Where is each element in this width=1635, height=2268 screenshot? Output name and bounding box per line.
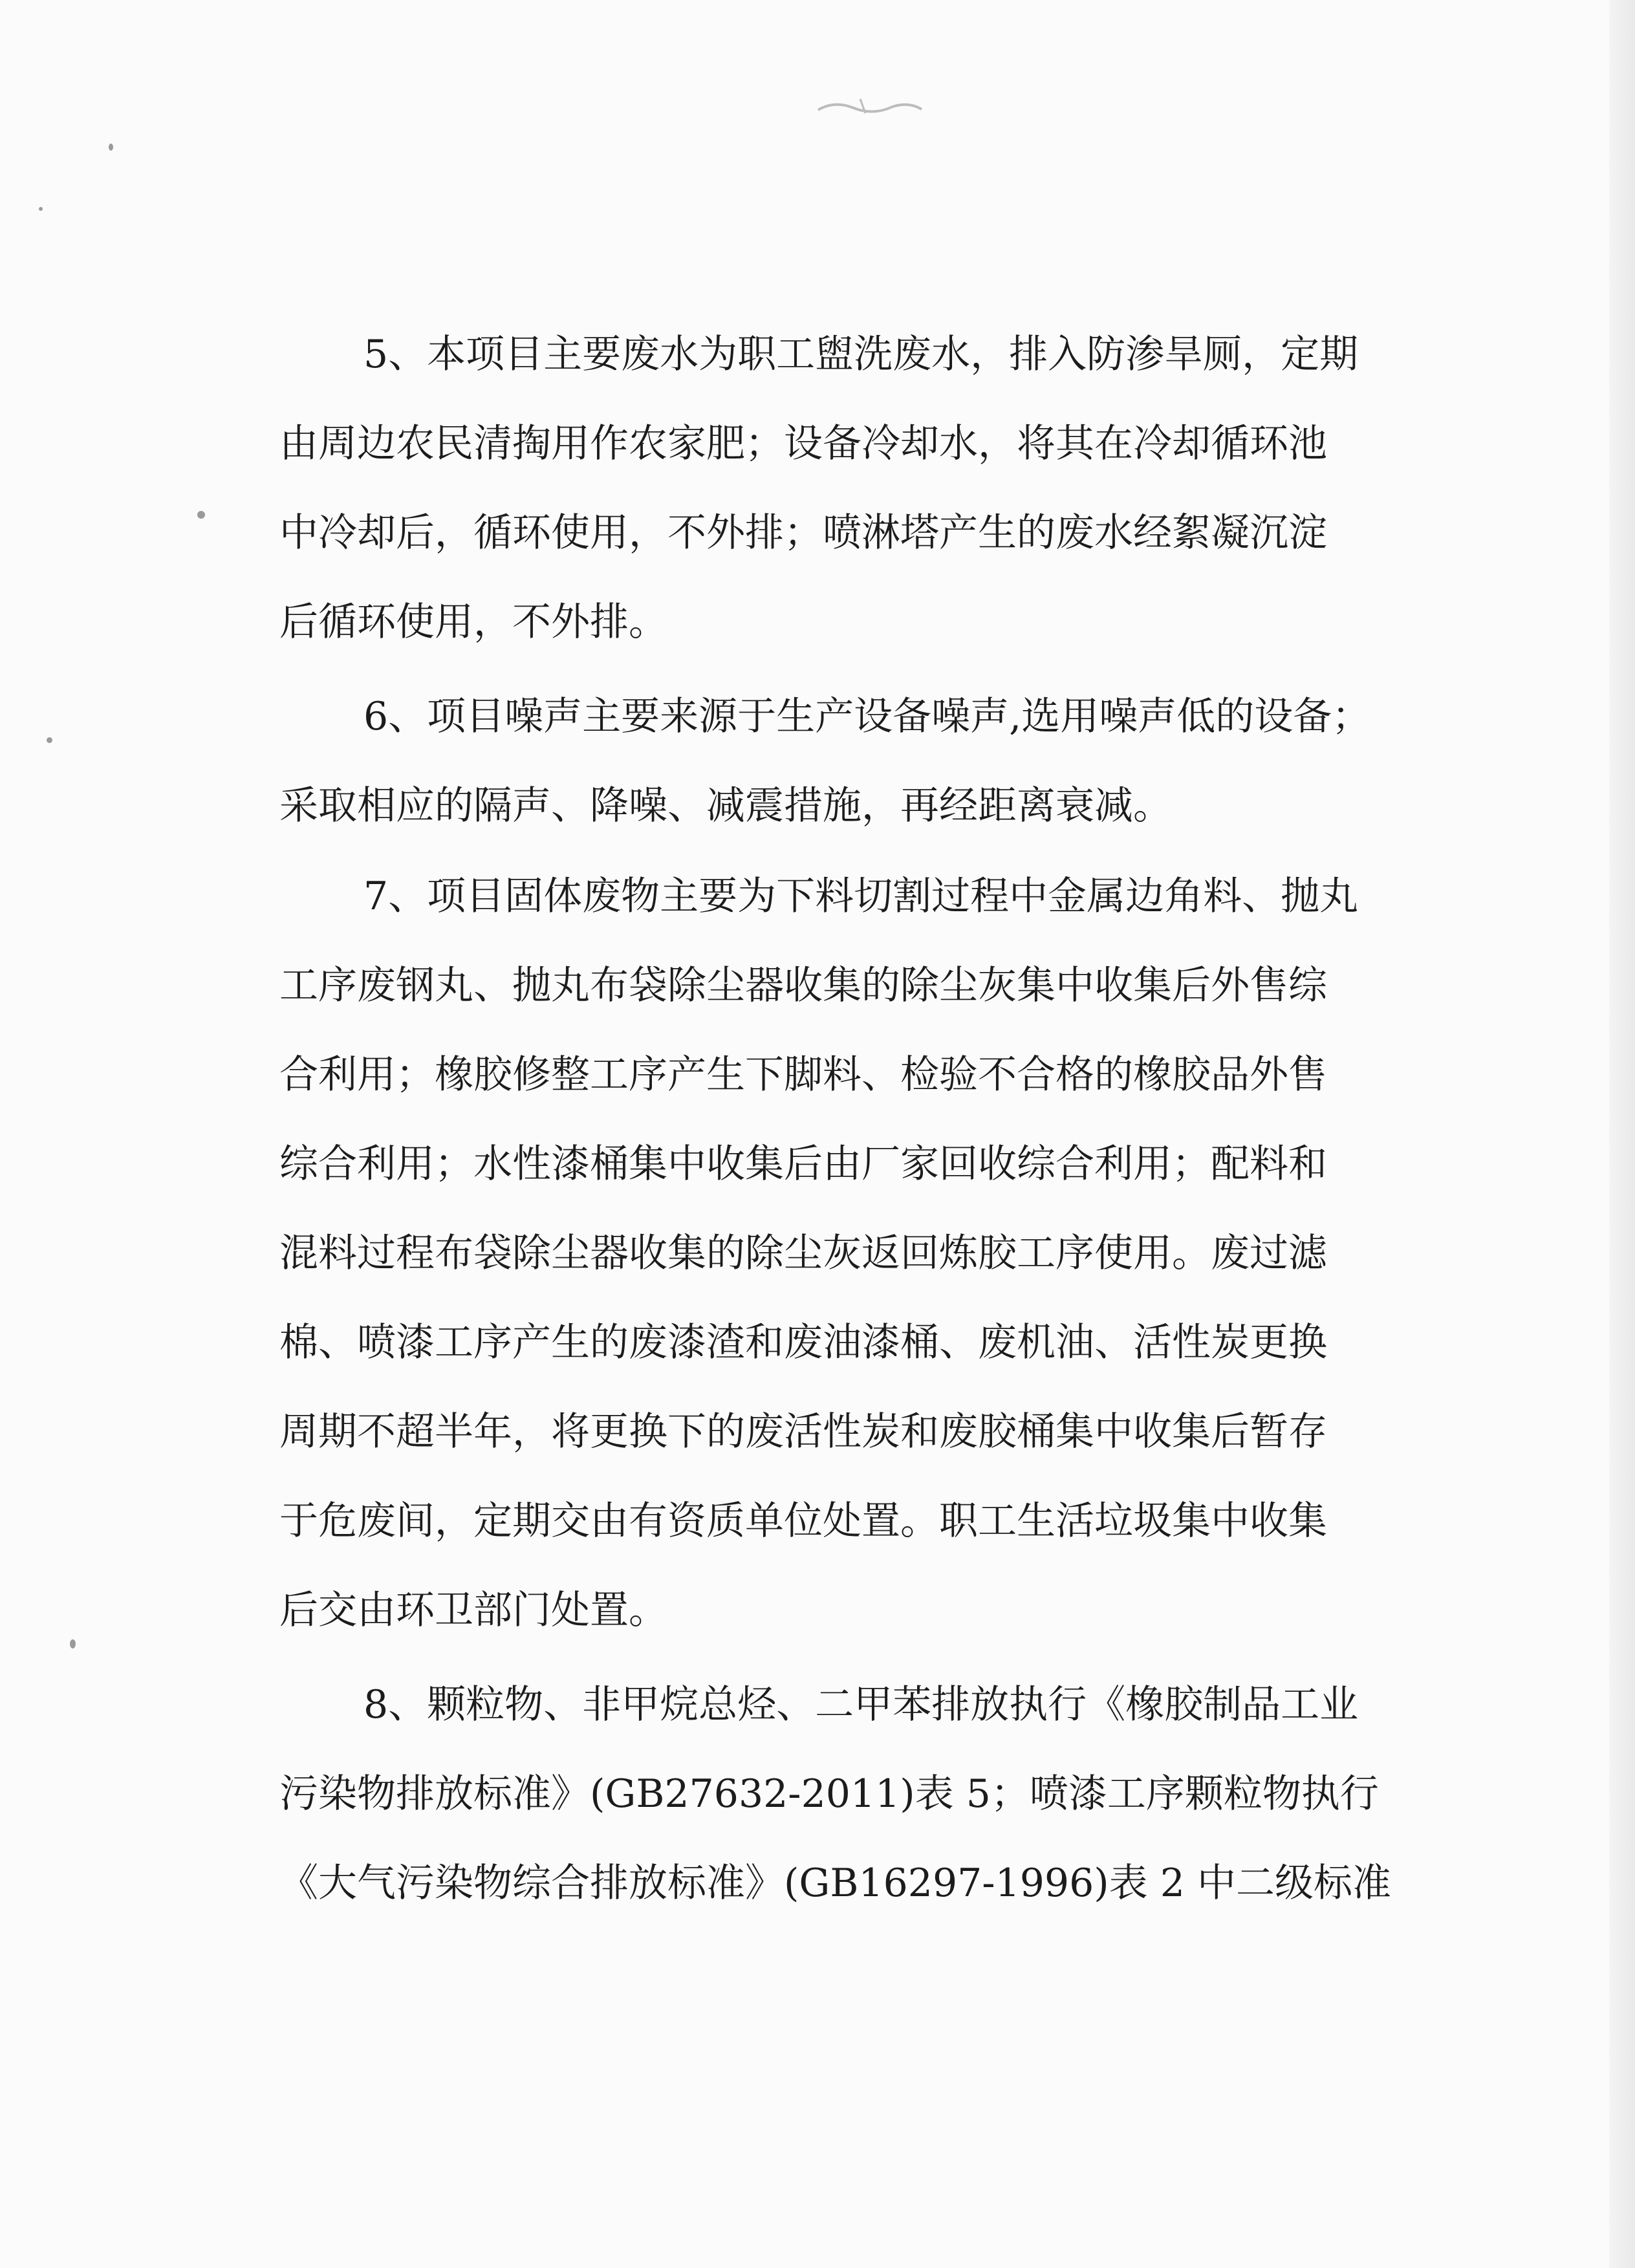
paragraph-7-line-2: 工序废钢丸、抛丸布袋除尘器收集的除尘灰集中收集后外售综 — [279, 963, 1327, 1008]
paragraph-7-line-8: 于危废间，定期交由有资质单位处置。职工生活垃圾集中收集 — [279, 1498, 1327, 1544]
paragraph-8-line-3: 《大气污染物综合排放标准》(GB16297-1996)表 2 中二级标准 — [279, 1861, 1391, 1906]
paragraph-5-line-1: 5、本项目主要废水为职工盥洗废水，排入防渗旱厕，定期 — [363, 332, 1359, 377]
paragraph-7-line-9: 后交由环卫部门处置。 — [279, 1588, 667, 1633]
scan-speck — [109, 144, 113, 151]
paragraph-7-line-7: 周期不超半年，将更换下的废活性炭和废胶桶集中收集后暂存 — [279, 1409, 1327, 1454]
paragraph-8-line-1: 8、颗粒物、非甲烷总烃、二甲苯排放执行《橡胶制品工业 — [363, 1682, 1359, 1727]
paragraph-6-line-2: 采取相应的隔声、降噪、减震措施，再经距离衰减。 — [279, 783, 1172, 828]
scan-speck — [70, 1639, 76, 1648]
paragraph-7-line-3: 合利用；橡胶修整工序产生下脚料、检验不合格的橡胶品外售 — [279, 1052, 1327, 1097]
paragraph-7-line-6: 棉、喷漆工序产生的废漆渣和废油漆桶、废机油、活性炭更换 — [279, 1320, 1327, 1365]
paragraph-7-line-5: 混料过程布袋除尘器收集的除尘灰返回炼胶工序使用。废过滤 — [279, 1231, 1327, 1276]
paragraph-6-line-1: 6、项目噪声主要来源于生产设备噪声,选用噪声低的设备； — [363, 694, 1371, 739]
paragraph-5-line-4: 后循环使用，不外排。 — [279, 599, 667, 645]
paragraph-5-line-2: 由周边农民清掏用作农家肥；设备冷却水，将其在冷却循环池 — [279, 421, 1327, 466]
paragraph-7-line-4: 综合利用；水性漆桶集中收集后由厂家回收综合利用；配料和 — [279, 1141, 1327, 1187]
paragraph-8-line-2: 污染物排放标准》(GB27632-2011)表 5；喷漆工序颗粒物执行 — [279, 1771, 1379, 1817]
scan-speck — [39, 207, 43, 211]
paragraph-7-line-1: 7、项目固体废物主要为下料切割过程中金属边角料、抛丸 — [363, 874, 1359, 919]
paragraph-5-line-3: 中冷却后，循环使用，不外排；喷淋塔产生的废水经絮凝沉淀 — [279, 510, 1327, 556]
scan-smudge-mark — [815, 94, 925, 120]
